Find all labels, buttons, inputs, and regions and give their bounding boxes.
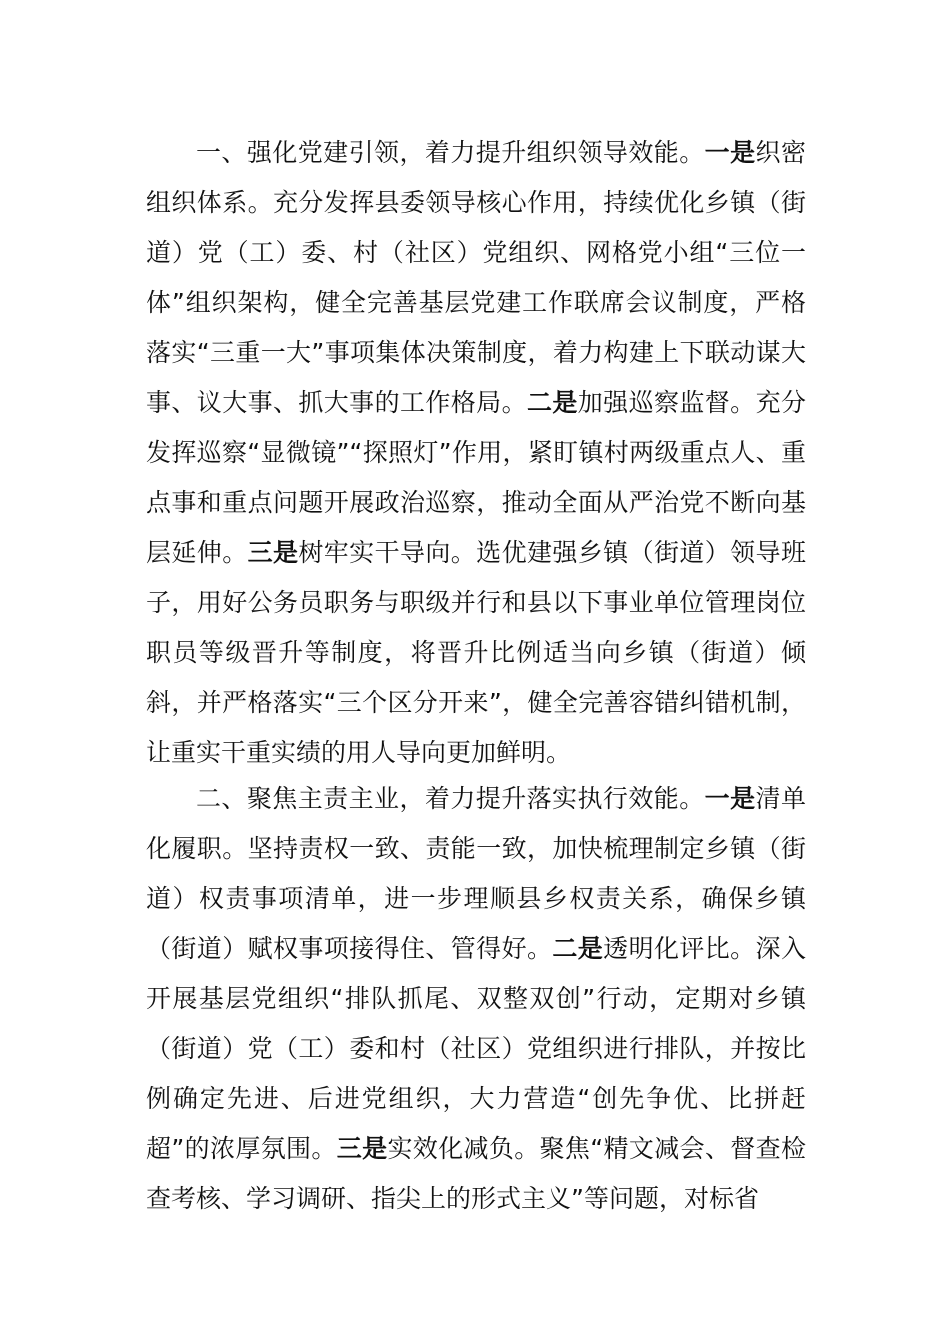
- point-text: 实效化减负。聚焦“精文减会、督查检查考核、学习调研、指尖上的形式主义”等问题，对标省: [146, 1134, 806, 1213]
- section-1-heading: 一、强化党建引领，着力提升组织领导效能。: [196, 138, 705, 167]
- section-2-heading: 二、聚焦主责主业，着力提升落实执行效能。: [196, 784, 705, 813]
- point-marker-1: 一是: [704, 784, 756, 813]
- point-text: 清单化履职。坚持责权一致、责能一致，加快梳理制定乡镇（街道）权责事项清单，进一步理顺县乡权责关系，确保乡镇（街道）赋权事项接得住、管得好。: [146, 784, 806, 963]
- section-2-paragraph: [146, 774, 806, 1224]
- point-marker-3: 三是: [336, 1134, 388, 1163]
- point-text: 织密组织体系。充分发挥县委领导核心作用，持续优化乡镇（街道）党（工）委、村（社区）党组织、网格党小组“三位一体”组织架构，健全完善基层党建工作联席会议制度，严格落实“三重一大”事项集体决策制度，着力构建上下联动谋大事、议大事、抓大事的工作格局。: [146, 138, 806, 417]
- point-text: 树牢实干导向。选优建强乡镇（街道）领导班子，用好公务员职务与职级并行和县以下事业单位管理岗位职员等级晋升等制度，将晋升比例适当向乡镇（街道）倾斜，并严格落实“三个区分开来”，健全完善容错纠错机制，让重实干重实绩的用人导向更加鲜明。: [146, 538, 806, 767]
- point-marker-1: 一是: [704, 138, 756, 167]
- point-text: 透明化评比。深入开展基层党组织“排队抓尾、双整双创”行动，定期对乡镇（街道）党（工）委和村（社区）党组织进行排队，并按比例确定先进、后进党组织，大力营造“创先争优、比拼赶超”的浓厚氛围。: [146, 934, 806, 1163]
- point-marker-2: 二是: [526, 388, 578, 417]
- point-marker-3: 三是: [247, 538, 299, 567]
- point-text: 加强巡察监督。充分发挥巡察“显微镜”“探照灯”作用，紧盯镇村两级重点人、重点事和重点问题开展政治巡察，推动全面从严治党不断向基层延伸。: [146, 388, 806, 567]
- point-marker-2: 二是: [552, 934, 604, 963]
- section-1-paragraph: [146, 128, 806, 778]
